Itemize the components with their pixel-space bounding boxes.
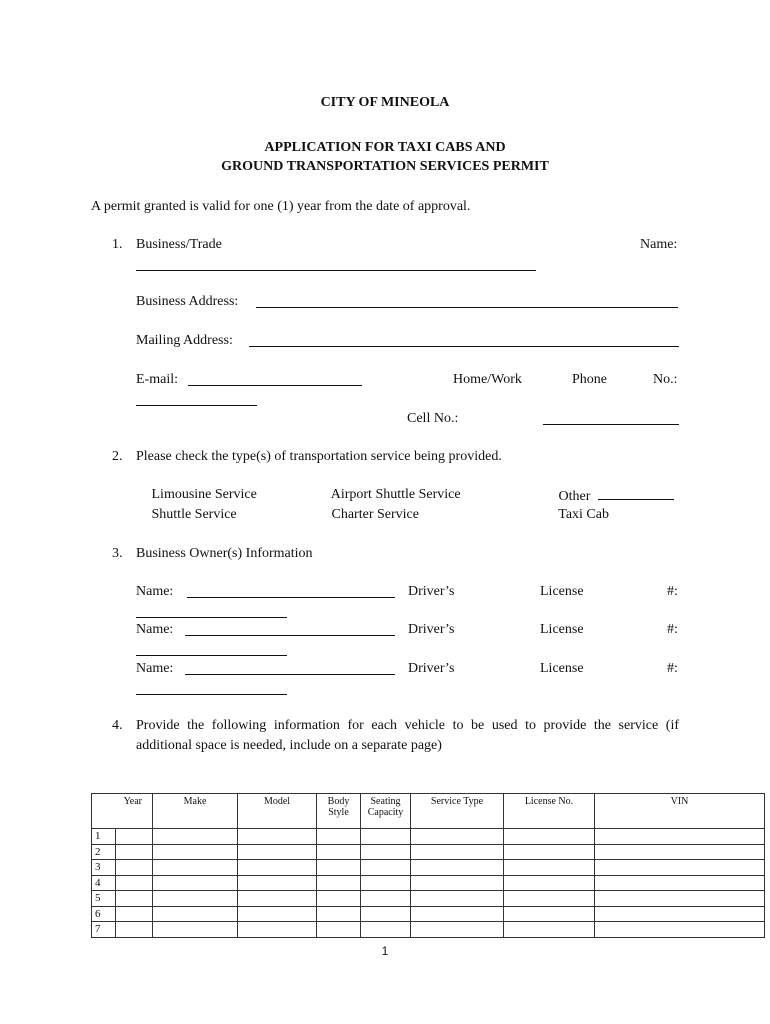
form-title-line2: GROUND TRANSPORTATION SERVICES PERMIT [221,159,549,174]
row-number: 6 [92,906,116,922]
limousine-option[interactable] [136,487,257,503]
table-cell[interactable] [317,891,361,907]
table-cell[interactable] [361,906,411,922]
table-cell[interactable] [238,906,317,922]
phone-no-label: No.: [653,372,678,387]
table-cell[interactable] [317,860,361,876]
table-row [92,875,765,891]
table-cell[interactable] [317,922,361,938]
intro-text: A permit granted is valid for one (1) year from the date of approval. [91,199,471,214]
table-cell[interactable] [153,860,238,876]
row-number: 4 [92,875,116,891]
owner2-hash-label: #: [667,622,678,637]
table-cell[interactable] [317,906,361,922]
owner1-name-label: Name: [136,584,174,599]
page-number: 1 [381,944,389,958]
other-option[interactable] [543,487,674,505]
business-address-field[interactable] [256,297,678,308]
business-trade-label: Business/Trade [136,237,222,252]
table-cell[interactable] [504,891,595,907]
table-row [92,922,765,938]
shuttle-label: Shuttle Service [151,507,237,522]
owner1-hash-label: #: [667,584,678,599]
other-field[interactable] [598,487,674,500]
table-row [92,906,765,922]
table-cell[interactable] [361,829,411,845]
city-heading: CITY OF MINEOLA [320,95,450,110]
table-cell[interactable] [116,891,153,907]
table-cell[interactable] [595,844,765,860]
table-cell[interactable] [361,860,411,876]
table-cell[interactable] [595,829,765,845]
table-cell[interactable] [595,875,765,891]
shuttle-option[interactable] [136,507,237,523]
table-cell[interactable] [238,922,317,938]
mailing-address-label: Mailing Address: [136,333,233,348]
taxi-label: Taxi Cab [558,507,609,522]
table-cell[interactable] [153,844,238,860]
header-vin: VIN [595,794,765,829]
owner1-license-field[interactable] [136,607,287,618]
table-cell[interactable] [504,875,595,891]
table-row [92,891,765,907]
table-cell[interactable] [411,891,504,907]
section4-text-line1: Provide the following information for each vehicle to be used to provide the service (if [136,718,679,733]
table-cell[interactable] [116,875,153,891]
section1-number: 1. [112,237,123,252]
owner3-name-label: Name: [136,661,174,676]
owner1-license-label: License [540,584,584,599]
table-cell[interactable] [116,906,153,922]
table-cell[interactable] [317,875,361,891]
owner2-drivers-label: Driver’s [408,622,455,637]
table-cell[interactable] [317,844,361,860]
owner2-name-label: Name: [136,622,174,637]
header-body-style [317,794,361,829]
table-row [92,860,765,876]
row-number: 3 [92,860,116,876]
section4-number: 4. [112,718,123,733]
header-body-line1: Body [327,796,350,807]
table-row [92,844,765,860]
limousine-label: Limousine Service [151,487,257,502]
table-cell[interactable] [238,860,317,876]
charter-label: Charter Service [331,507,419,522]
table-cell[interactable] [361,875,411,891]
table-cell[interactable] [595,860,765,876]
owner3-hash-label: #: [667,661,678,676]
vehicle-table-header [92,794,765,829]
email-field[interactable] [188,375,362,386]
table-row [92,829,765,845]
header-body-line2: Style [328,807,349,818]
header-seating-line1: Seating [370,796,401,807]
table-cell[interactable] [595,906,765,922]
table-cell[interactable] [153,891,238,907]
row-number: 2 [92,844,116,860]
table-cell[interactable] [411,844,504,860]
table-cell[interactable] [238,891,317,907]
table-cell[interactable] [238,844,317,860]
mailing-address-field[interactable] [249,336,679,347]
business-name-label: Name: [640,237,678,252]
phone-label: Phone [572,372,607,387]
section2-number: 2. [112,449,123,464]
taxi-option[interactable] [543,507,609,523]
form-title-line1: APPLICATION FOR TAXI CABS AND [264,140,506,155]
owner3-name-field[interactable] [185,664,395,675]
owner1-drivers-label: Driver’s [408,584,455,599]
header-license-no: License No. [504,794,595,829]
header-make: Make [153,794,238,829]
table-cell[interactable] [411,875,504,891]
table-cell[interactable] [116,860,153,876]
table-cell[interactable] [595,922,765,938]
header-model: Model [238,794,317,829]
table-cell[interactable] [595,891,765,907]
table-cell[interactable] [361,844,411,860]
table-cell[interactable] [317,829,361,845]
owner2-license-field[interactable] [136,645,287,656]
row-number: 7 [92,922,116,938]
table-cell[interactable] [504,829,595,845]
row-number: 5 [92,891,116,907]
owner1-name-field[interactable] [187,587,395,598]
table-cell[interactable] [504,860,595,876]
section2-text: Please check the type(s) of transportation service being provided. [136,449,502,464]
owner3-license-label: License [540,661,584,676]
email-label: E-mail: [136,372,178,387]
owner3-license-field[interactable] [136,684,287,695]
table-cell[interactable] [411,922,504,938]
table-cell[interactable] [411,829,504,845]
row-number: 1 [92,829,116,845]
table-cell[interactable] [238,829,317,845]
header-seating-capacity [361,794,411,829]
table-cell[interactable] [153,906,238,922]
business-address-label: Business Address: [136,294,239,309]
airport-shuttle-option[interactable] [316,487,461,503]
table-cell[interactable] [411,860,504,876]
table-cell[interactable] [504,844,595,860]
header-seating-line2: Capacity [367,807,404,818]
table-cell[interactable] [116,829,153,845]
table-cell[interactable] [504,906,595,922]
header-year: Year [92,794,153,829]
owner2-license-label: License [540,622,584,637]
table-cell[interactable] [153,922,238,938]
table-cell[interactable] [116,922,153,938]
table-cell[interactable] [504,922,595,938]
section3-text: Business Owner(s) Information [136,546,313,561]
section4-text-line2: additional space is needed, include on a separate page) [136,738,442,753]
table-cell[interactable] [361,922,411,938]
table-cell[interactable] [153,875,238,891]
cell-no-field[interactable] [543,414,679,425]
table-cell[interactable] [153,829,238,845]
vehicle-table [91,793,765,938]
cell-no-label: Cell No.: [407,411,459,426]
header-service-type: Service Type [411,794,504,829]
table-cell[interactable] [238,875,317,891]
table-cell[interactable] [411,906,504,922]
table-cell[interactable] [116,844,153,860]
owner2-name-field[interactable] [185,625,395,636]
charter-option[interactable] [316,507,419,523]
home-work-phone-field[interactable] [136,395,257,406]
section3-number: 3. [112,546,123,561]
home-work-label: Home/Work [453,372,522,387]
owner3-drivers-label: Driver’s [408,661,455,676]
business-name-field[interactable] [136,260,536,271]
table-cell[interactable] [361,891,411,907]
airport-shuttle-label: Airport Shuttle Service [330,487,461,502]
other-label: Other [558,489,591,504]
